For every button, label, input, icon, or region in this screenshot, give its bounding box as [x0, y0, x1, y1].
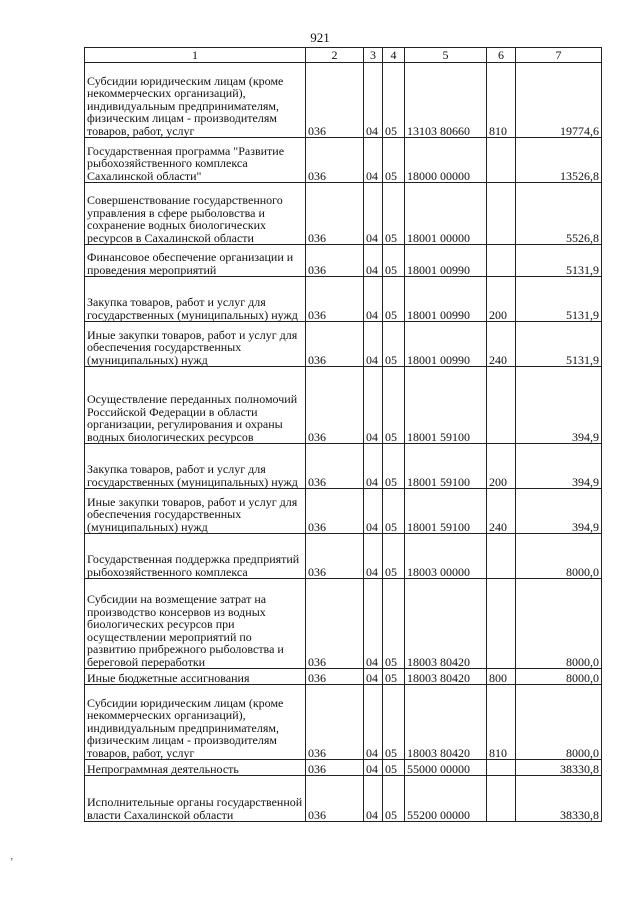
- ministry-code: 036: [306, 444, 364, 489]
- amount: 8000,0: [516, 669, 602, 685]
- row-name: Совершенствование государственного управления в сфере рыболовства и сохранение водных биологических ресурсов в Сахалинской области: [85, 183, 306, 245]
- row-name: Осуществление переданных полномочий Российской Федерации в области организации, регулирования и охраны водных биологических ресурсов: [85, 367, 306, 444]
- section-code: 04: [364, 183, 383, 245]
- target-article-code: 18001 59100: [405, 367, 487, 444]
- expense-type-code: [487, 534, 516, 579]
- target-article-code: 18001 00990: [405, 277, 487, 322]
- amount: 13526,8: [516, 138, 602, 183]
- table-row: [85, 534, 602, 579]
- ministry-code: 036: [306, 669, 364, 685]
- column-header: 1: [85, 48, 306, 63]
- section-code: 04: [364, 534, 383, 579]
- expense-type-code: [487, 245, 516, 277]
- table-row: [85, 63, 602, 138]
- expense-type-code: [487, 760, 516, 776]
- target-article-code: 18001 00990: [405, 245, 487, 277]
- expense-type-code: 800: [487, 669, 516, 685]
- row-name: Закупка товаров, работ и услуг для государственных (муниципальных) нужд: [85, 444, 306, 489]
- amount: 8000,0: [516, 534, 602, 579]
- row-name: Финансовое обеспечение организации и проведения мероприятий: [85, 245, 306, 277]
- column-header: 3: [364, 48, 383, 63]
- section-code: 04: [364, 245, 383, 277]
- amount: 394,9: [516, 367, 602, 444]
- ministry-code: 036: [306, 776, 364, 822]
- expense-type-code: [487, 183, 516, 245]
- ministry-code: 036: [306, 367, 364, 444]
- column-header: 4: [383, 48, 405, 63]
- row-name: Субсидии на возмещение затрат на производство консервов из водных биологических ресурсов при осуществлении мероприятий по развитию прибрежного рыболовства и береговой переработки: [85, 579, 306, 669]
- subsection-code: 05: [383, 669, 405, 685]
- subsection-code: 05: [383, 534, 405, 579]
- section-code: 04: [364, 489, 383, 534]
- subsection-code: 05: [383, 776, 405, 822]
- table-header-row: [85, 48, 602, 63]
- row-name: Государственная программа "Развитие рыбохозяйственного комплекса Сахалинской области": [85, 138, 306, 183]
- ministry-code: 036: [306, 579, 364, 669]
- section-code: 04: [364, 277, 383, 322]
- ministry-code: 036: [306, 489, 364, 534]
- ministry-code: 036: [306, 685, 364, 760]
- amount: 38330,8: [516, 760, 602, 776]
- ministry-code: 036: [306, 760, 364, 776]
- subsection-code: 05: [383, 367, 405, 444]
- amount: 5131,9: [516, 277, 602, 322]
- target-article-code: 18001 00000: [405, 183, 487, 245]
- subsection-code: 05: [383, 579, 405, 669]
- amount: 8000,0: [516, 685, 602, 760]
- row-name: Непрограммная деятельность: [85, 760, 306, 776]
- ministry-code: 036: [306, 322, 364, 367]
- target-article-code: 18001 59100: [405, 444, 487, 489]
- row-name: Субсидии юридическим лицам (кроме некоммерческих организаций), индивидуальным предпринимателям, физическим лицам - производителям товаров, работ, услуг: [85, 63, 306, 138]
- subsection-code: 05: [383, 183, 405, 245]
- target-article-code: 18003 80420: [405, 685, 487, 760]
- table-row: [85, 776, 602, 822]
- row-name: Закупка товаров, работ и услуг для государственных (муниципальных) нужд: [85, 277, 306, 322]
- subsection-code: 05: [383, 63, 405, 138]
- target-article-code: 55000 00000: [405, 760, 487, 776]
- subsection-code: 05: [383, 444, 405, 489]
- subsection-code: 05: [383, 489, 405, 534]
- amount: 5526,8: [516, 183, 602, 245]
- ministry-code: 036: [306, 277, 364, 322]
- amount: 5131,9: [516, 245, 602, 277]
- expense-type-code: [487, 776, 516, 822]
- target-article-code: 18001 59100: [405, 489, 487, 534]
- table-row: [85, 579, 602, 669]
- subsection-code: 05: [383, 277, 405, 322]
- subsection-code: 05: [383, 685, 405, 760]
- expense-type-code: [487, 138, 516, 183]
- table-row: [85, 669, 602, 685]
- row-name: Государственная поддержка предприятий рыбохозяйственного комплекса: [85, 534, 306, 579]
- scan-speck: ʼ: [10, 857, 14, 868]
- ministry-code: 036: [306, 534, 364, 579]
- amount: 394,9: [516, 444, 602, 489]
- budget-table: [84, 47, 602, 822]
- table-row: [85, 489, 602, 534]
- target-article-code: 18003 80420: [405, 579, 487, 669]
- table-row: [85, 138, 602, 183]
- row-name: Исполнительные органы государственной власти Сахалинской области: [85, 776, 306, 822]
- table-row: [85, 760, 602, 776]
- column-header: 2: [306, 48, 364, 63]
- table-row: [85, 183, 602, 245]
- section-code: 04: [364, 760, 383, 776]
- amount: 5131,9: [516, 322, 602, 367]
- amount: 394,9: [516, 489, 602, 534]
- column-header: 7: [516, 48, 602, 63]
- row-name: Иные закупки товаров, работ и услуг для обеспечения государственных (муниципальных) нужд: [85, 322, 306, 367]
- target-article-code: 18003 80420: [405, 669, 487, 685]
- page-number: 921: [310, 30, 330, 45]
- expense-type-code: [487, 579, 516, 669]
- target-article-code: 55200 00000: [405, 776, 487, 822]
- expense-type-code: 810: [487, 63, 516, 138]
- section-code: 04: [364, 579, 383, 669]
- ministry-code: 036: [306, 63, 364, 138]
- table-row: [85, 367, 602, 444]
- subsection-code: 05: [383, 245, 405, 277]
- subsection-code: 05: [383, 322, 405, 367]
- amount: 8000,0: [516, 579, 602, 669]
- row-name: Иные бюджетные ассигнования: [85, 669, 306, 685]
- section-code: 04: [364, 444, 383, 489]
- section-code: 04: [364, 367, 383, 444]
- table-row: [85, 277, 602, 322]
- table-row: [85, 444, 602, 489]
- section-code: 04: [364, 138, 383, 183]
- expense-type-code: 200: [487, 277, 516, 322]
- subsection-code: 05: [383, 760, 405, 776]
- target-article-code: 18001 00990: [405, 322, 487, 367]
- column-header: 5: [405, 48, 487, 63]
- row-name: Иные закупки товаров, работ и услуг для обеспечения государственных (муниципальных) нужд: [85, 489, 306, 534]
- section-code: 04: [364, 322, 383, 367]
- expense-type-code: 200: [487, 444, 516, 489]
- ministry-code: 036: [306, 245, 364, 277]
- amount: 19774,6: [516, 63, 602, 138]
- expense-type-code: 240: [487, 322, 516, 367]
- amount: 38330,8: [516, 776, 602, 822]
- section-code: 04: [364, 776, 383, 822]
- section-code: 04: [364, 669, 383, 685]
- target-article-code: 18003 00000: [405, 534, 487, 579]
- section-code: 04: [364, 685, 383, 760]
- ministry-code: 036: [306, 138, 364, 183]
- target-article-code: 18000 00000: [405, 138, 487, 183]
- expense-type-code: 810: [487, 685, 516, 760]
- expense-type-code: 240: [487, 489, 516, 534]
- row-name: Субсидии юридическим лицам (кроме некоммерческих организаций), индивидуальным предпринимателям, физическим лицам - производителям товаров, работ, услуг: [85, 685, 306, 760]
- table-row: [85, 322, 602, 367]
- ministry-code: 036: [306, 183, 364, 245]
- target-article-code: 13103 80660: [405, 63, 487, 138]
- section-code: 04: [364, 63, 383, 138]
- subsection-code: 05: [383, 138, 405, 183]
- table-row: [85, 245, 602, 277]
- table-row: [85, 685, 602, 760]
- expense-type-code: [487, 367, 516, 444]
- column-header: 6: [487, 48, 516, 63]
